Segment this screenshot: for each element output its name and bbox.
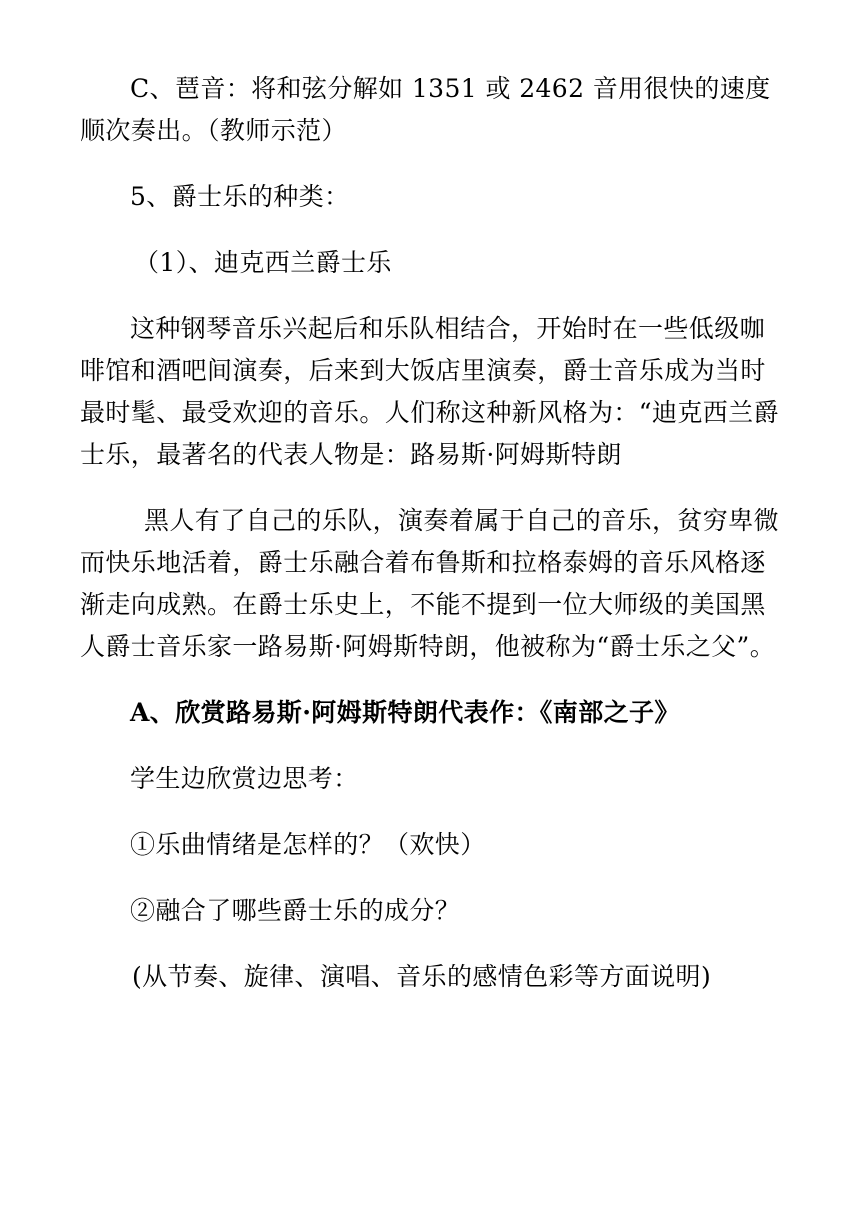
paragraph-arpeggio: C、琶音：将和弦分解如 1351 或 2462 音用很快的速度顺次奏出。（教师示范） (80, 74, 771, 145)
question-1: ①乐曲情绪是怎样的？（欢快） (130, 830, 486, 859)
heading-jazz-types: 5、爵士乐的种类： (130, 182, 350, 211)
note-explanation: (从节奏、旋律、演唱、音乐的感情色彩等方面说明) (132, 962, 712, 991)
think-intro: 学生边欣赏边思考： (130, 764, 359, 793)
paragraph-armstrong: 黑人有了自己的乐队，演奏着属于自己的音乐，贫穷卑微而快乐地活着，爵士乐融合着布鲁斯和拉格泰姆的音乐风格逐渐走向成熟。在爵士乐史上，不能不提到一位大师级的美国黑人爵士音乐家一路易斯·阿姆斯特朗，他被称为“爵士乐之父”。 (80, 506, 780, 661)
paragraph-dixieland: 这种钢琴音乐兴起后和乐队相结合，开始时在一些低级咖啡馆和酒吧间演奏，后来到大饭店里演奏，爵士音乐成为当时最时髦、最受欢迎的音乐。人们称这种新风格为：“迪克西兰爵士乐，最著名的代表人物是：路易斯·阿姆斯特朗 (80, 314, 779, 469)
document-page (80, 68, 782, 998)
heading-dixieland: （1）、迪克西兰爵士乐 (134, 248, 392, 277)
question-2: ②融合了哪些爵士乐的成分？ (130, 896, 461, 925)
heading-listening-a: A、欣赏路易斯·阿姆斯特朗代表作：《南部之子》 (130, 698, 680, 727)
